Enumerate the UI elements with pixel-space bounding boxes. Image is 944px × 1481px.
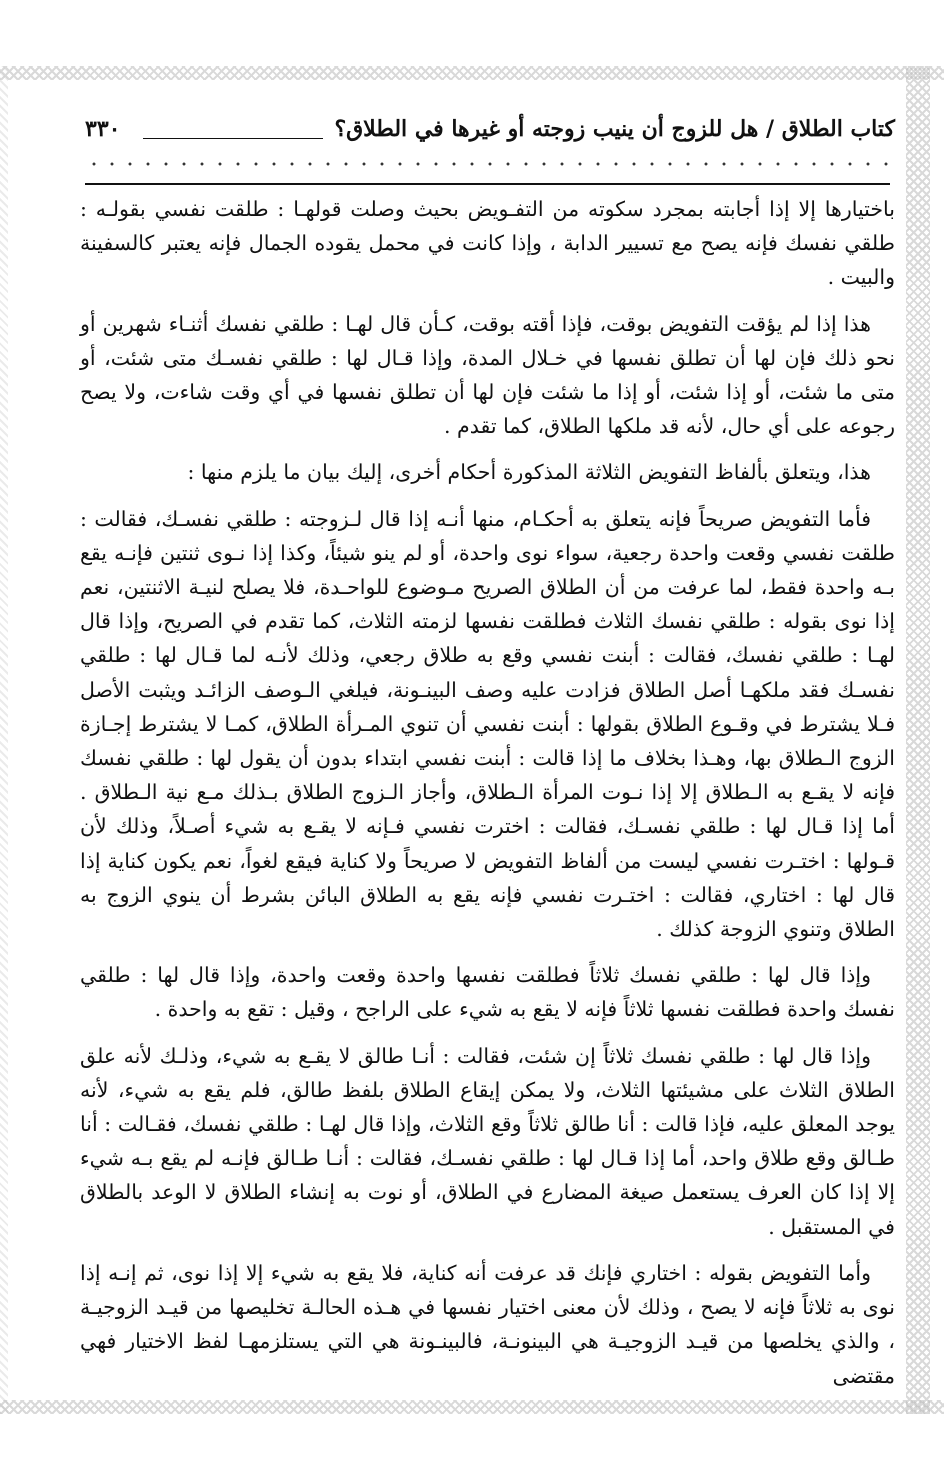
running-title: كتاب الطلاق / هل للزوج أن ينيب زوجته أو غيرها في الطلاق؟ (334, 116, 895, 142)
paragraph: هذا، ويتعلق بألفاظ التفويض الثلاثة المذكورة أحكام أخرى، إليك بيان ما يلزم منها : (187, 460, 871, 485)
header-separator-rule (85, 183, 890, 185)
paragraph: باختيارها إلا إذا أجابته بمجرد سكوته من التفـويض بحيث وصلت قولهـا : طلقت نفسي بقولـه : طلقي نفسك فإنه يصح مع تسيير الدابة ، وإذا كانت في محمل يقوده الجمال فإنه يعتبر كالسفينة والبيت . (80, 197, 895, 290)
page-body (80, 192, 895, 1392)
dotted-separator (85, 160, 895, 168)
decorative-border-bottom (0, 1400, 944, 1414)
paragraph: وإذا قال لها : طلقي نفسك ثلاثاً فطلقت نفسها واحدة وقعت واحدة، وإذا قال لها : طلقي نفسك واحدة فطلقت نفسها ثلاثاً فإنه لا يقع به شيء على الراجح ، وقيل : تقع به واحدة . (80, 963, 895, 1022)
decorative-border-left (0, 66, 8, 1414)
paragraph: وأما التفويض بقوله : اختاري فإنك قد عرفت أنه كناية، فلا يقع به شيء إلا إذا نوى، ثم إنـه إذا نوى به ثلاثاً فإنه لا يصح ، وذلك لأن معنى اختيار نفسها في هـذه الحالـة تخليصها من قيـد الزوجيـة ، والذي يخلصها من قيـد الزوجيـة هي البينونـة، فالبينـونة هي التي يستلزمهـا لفظ الاختيار فهي مقتضى (80, 1260, 895, 1388)
decorative-border-top (0, 66, 944, 80)
paragraph: وإذا قال لها : طلقي نفسك ثلاثاً إن شئت، فقالت : أنـا طالق لا يقـع به شيء، وذلـك لأنه علق الطلاق الثلاث على مشيئتها الثلاث، ولا يمكن إيقاع الطلاق بلفظ طالق، فلم يقع به شيء، لأنه يوجد المعلق عليه، فإذا قالت : أنا طالق ثلاثاً وقع الثلاث، وإذا قال لهـا : طلقي نفسك، فقـالت : أنا طـالق وقع طلاق واحد، أما إذا قـال لها : طلقي نفسـك، فقالت : أنـا طـالق فإنـه لم يقع بـه شيء إلا إذا كان العرف يستعمل صيغة المضارع في الطلاق، أو نوت به إنشاء الطلاق لا الوعد بالطلاق في المستقبل . (80, 1043, 895, 1239)
page-header (85, 110, 895, 154)
header-rule (143, 138, 323, 139)
paragraph: فأما التفويض صريحاً فإنه يتعلق به أحكـام، منها أنـه إذا قال لـزوجته : طلقي نفسـك، فقالت : طلقت نفسي وقعت واحدة رجعية، سواء نوى واحدة، أو لم ينو شيئاً، وكذا إذا نـوى ثنتين فإنـه يقع بـه واحدة فقط، لما عرفت من أن الطلاق الصريح مـوضوع للواحـدة، فلا يصلح لنيـة الاثنتين، نعم إذا نوى بقوله : طلقي نفسك الثلاث فطلقت نفسها لزمته الثلاث، كما تقدم في الصريح، وإذا قال لهـا : طلقي نفسك، فقالت : أبنت نفسي وقع به طلاق رجعي، وذلك لأنـه لما قـال لها : طلقي نفسـك فقد ملكهـا أصل الطلاق فزادت عليه وصف البينـونة، فيلغي الـوصف الزائـد ويثبت الأصل فـلا يشترط في وقـوع الطلاق بقولها : أبنت نفسي أن تنوي المـرأة الطلاق، كمـا لا يشترط إجـازة الزوج الـطلاق بها، وهـذا بخلاف ما إذا قالت : أبنت نفسي ابتداء بدون أن يقول لها : طلقي نفسك فإنه لا يقـع به الـطلاق إلا إذا نـوت المرأة الـطلاق، وأجاز الـزوج الطلاق بـذلك مـع نية الـطلاق . أما إذا قـال لها : طلقي نفسـك، فقالت : اخترت نفسي فـإنه لا يقـع به شيء أصـلاً، وذلك لأن قـولها : اختـرت نفسي ليست من ألفاظ التفويض لا صريحاً ولا كناية فيقع لغواً، نعم يكون كناية إذا قال لها : اختاري، فقالت : اختـرت نفسي فإنه يقع به الطلاق البائن بشرط أن ينوي الزوج به الطلاق وتنوي الزوجة كذلك . (80, 506, 895, 942)
page-number: ٣٣٠ (85, 116, 121, 142)
decorative-border-right (906, 66, 930, 1414)
paragraph: هذا إذا لم يؤقت التفويض بوقت، فإذا أقته بوقت، كـأن قال لهـا : طلقي نفسك أثنـاء شهرين أو نحو ذلك فإن لها أن تطلق نفسها في خـلال المدة، وإذا قـال لها : طلقي نفسـك متى شئت، أو متى ما شئت، أو إذا شئت، أو إذا ما شئت فإن لها أن تطلق نفسها في أي وقت شاءت، ولا يصح رجوعه على أي حال، لأنه قد ملكها الطلاق، كما تقدم . (80, 311, 895, 439)
